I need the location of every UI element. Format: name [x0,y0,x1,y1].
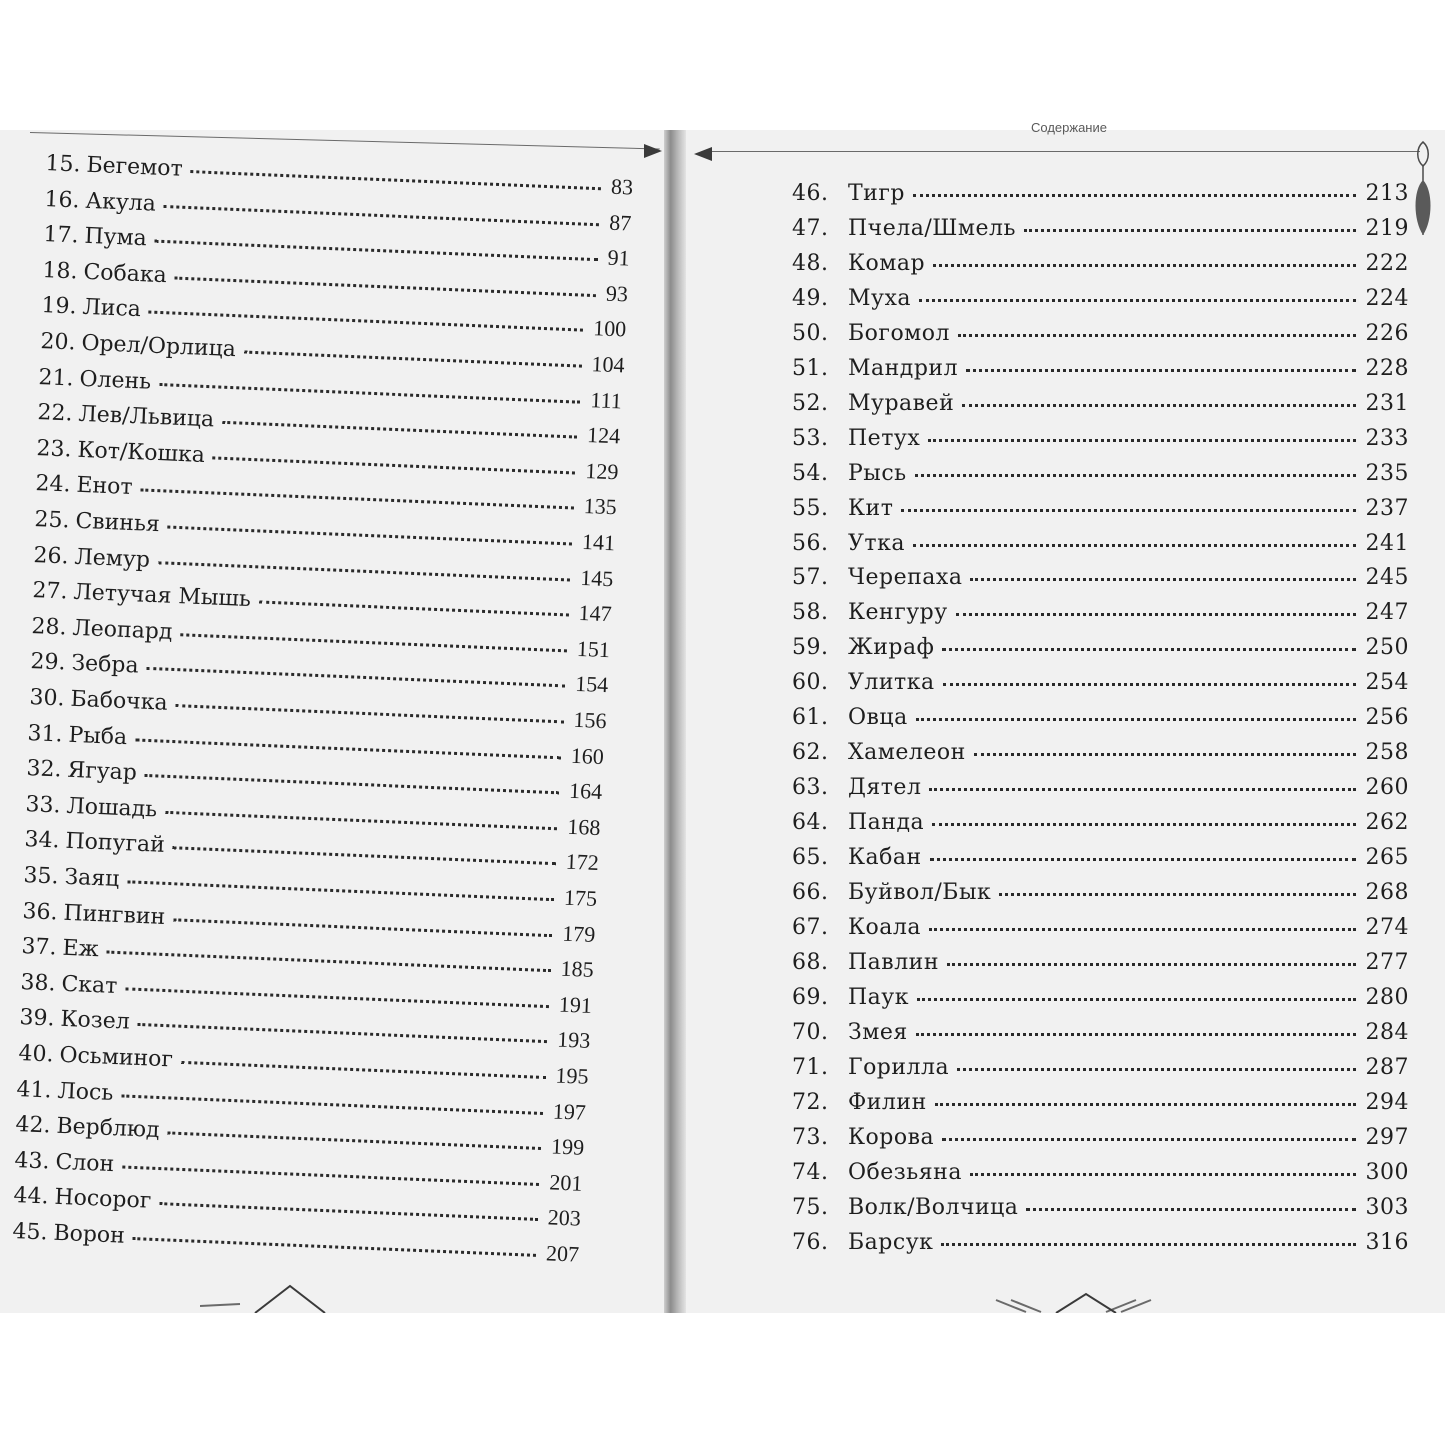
dot-leader [957,1068,1355,1071]
toc-entry-page-number: 233 [1365,425,1409,451]
toc-entry [792,812,1409,834]
dot-leader [159,383,581,404]
header-rule-right [710,151,1420,152]
toc-entry-number: 30. [28,685,65,712]
toc-entry-number: 63. [792,775,829,801]
toc-entry-title: Буйвол/Бык [848,880,992,905]
dot-leader [141,489,574,510]
toc-entry-number: 33. [25,791,62,819]
toc-entry-title: Лось [57,1078,115,1106]
toc-entry-title: Еж [61,935,100,963]
toc-entry-number: 26. [32,542,69,570]
right-page [686,120,1445,1313]
toc-entry-title: Олень [79,366,153,395]
dot-leader [916,1033,1356,1036]
toc-entry-number: 57. [792,565,829,591]
dot-leader [127,880,554,901]
left-page [0,130,664,1313]
toc-entry-title: Волк/Волчица [848,1194,1019,1220]
toc-entry-page-number: 175 [563,884,598,912]
toc-entry-number: 43. [14,1147,51,1175]
toc-entry-page-number: 231 [1365,390,1409,416]
dot-leader [970,578,1355,581]
toc-entry-title: Летучая Мышь [72,579,252,613]
toc-entry-title: Акула [84,188,157,217]
toc-entry-title: Муха [848,285,911,311]
toc-entry-page-number: 83 [610,173,634,200]
toc-entry-page-number: 245 [1365,565,1409,591]
toc-entry [792,984,1409,1010]
dot-leader [213,456,576,474]
dot-leader [928,439,1355,442]
toc-entry [792,949,1409,975]
toc-entry [792,1159,1409,1185]
toc-entry-number: 28. [30,613,67,641]
dot-leader [106,951,550,973]
toc-entry-title: Ворон [52,1220,126,1249]
dot-leader [956,613,1356,616]
toc-entry-number: 49. [792,285,829,311]
toc-entry-page-number: 247 [1365,600,1409,626]
toc-entry-title: Верблюд [56,1113,161,1144]
toc-entry [792,250,1409,276]
toc-entry-page-number: 284 [1365,1019,1409,1045]
toc-entry-page-number: 100 [592,315,627,342]
dot-leader [133,1237,536,1257]
dot-leader [941,1243,1355,1246]
dot-leader [958,334,1355,337]
dot-leader [122,1094,544,1115]
toc-entry [792,914,1409,940]
toc-entry-number: 34. [24,827,61,854]
toc-entry-page-number: 262 [1365,810,1409,836]
toc-entry-number: 66. [792,880,829,905]
toc-entry-number: 38. [19,969,56,997]
toc-entry-number: 37. [20,934,57,961]
dot-leader [146,667,565,688]
dot-leader [122,1165,539,1185]
dot-leader [135,738,561,759]
toc-entry-number: 22. [37,400,74,427]
toc-entry-page-number: 199 [550,1133,585,1160]
toc-entry-title: Лошадь [66,793,158,823]
toc-entry-page-number: 250 [1365,635,1409,661]
section-header: Содержание [1031,120,1107,135]
dot-leader [180,1061,545,1079]
dot-leader [942,1138,1355,1141]
toc-entry-number: 74. [792,1159,829,1185]
toc-entry [792,320,1409,346]
toc-entry-page-number: 147 [577,600,612,627]
toc-entry-number: 35. [22,863,60,890]
toc-entry-number: 56. [792,530,829,556]
toc-entry-number: 69. [792,984,829,1010]
toc-entry-title: Козел [59,1007,130,1035]
dot-leader [1026,1208,1355,1211]
toc-entry-title: Паук [848,984,909,1010]
toc-entry-number: 40. [17,1041,54,1068]
toc-entry-title: Кот/Кошка [77,437,206,468]
dot-leader [1024,229,1356,232]
toc-entry-page-number: 168 [567,813,602,840]
dot-leader [916,718,1356,721]
toc-entry-page-number: 129 [585,457,620,485]
dot-leader [173,847,556,866]
toc-entry-page-number: 258 [1365,740,1409,766]
toc-entry [792,285,1409,311]
arrow-left-icon [694,147,712,161]
toc-entry-title: Комар [848,250,926,276]
toc-entry-page-number: 287 [1365,1054,1409,1080]
dot-leader [145,774,559,794]
dot-leader [158,561,571,581]
toc-entry-number: 19. [40,293,77,320]
toc-entry-page-number: 191 [558,991,593,1018]
dot-leader [917,998,1356,1001]
dot-leader [947,963,1356,966]
toc-entry-page-number: 260 [1365,775,1409,801]
toc-entry-page-number: 93 [605,280,629,307]
toc-entry-title: Павлин [848,949,939,975]
toc-entry [792,183,1409,205]
toc-entry-title: Рыба [68,722,129,750]
toc-entry-title: Петух [848,425,921,451]
dot-leader [919,299,1356,302]
toc-entry-title: Леопард [71,615,173,645]
toc-entry-title: Рысь [848,460,907,486]
dot-leader [915,474,1356,477]
toc-entry-title: Корова [848,1124,935,1150]
toc-entry-number: 72. [792,1089,829,1115]
toc-entry-page-number: 294 [1365,1089,1409,1115]
toc-entry [792,882,1409,904]
toc-entry-title: Слон [55,1149,115,1177]
toc-entry-page-number: 185 [559,955,594,983]
mountain-ornament-icon [200,1280,350,1313]
toc-entry-number: 68. [792,949,829,975]
toc-entry [792,1229,1409,1255]
toc-entry-number: 29. [29,649,66,676]
dot-leader [929,788,1355,791]
toc-entry-number: 61. [792,705,829,731]
toc-entry-title: Горилла [848,1054,950,1080]
toc-entry-page-number: 164 [568,777,603,805]
dot-leader [168,526,572,546]
toc-entry [792,215,1409,241]
dot-leader [191,170,601,190]
toc-entry-title: Филин [848,1089,927,1115]
toc-entry-page-number: 201 [549,1169,584,1196]
toc-entry [792,530,1409,556]
toc-entry-number: 24. [35,471,72,498]
toc-entry-page-number: 145 [579,564,614,591]
dot-leader [159,1202,538,1221]
toc-entry [792,495,1409,521]
toc-entry-page-number: 300 [1365,1159,1409,1185]
toc-entry-page-number: 256 [1365,705,1409,731]
toc-entry-number: 67. [792,914,829,940]
toc-entry-number: 64. [792,810,829,836]
dot-leader [913,194,1356,197]
toc-entry-number: 75. [792,1194,829,1220]
toc-entry-page-number: 228 [1365,355,1409,381]
toc-entry-number: 59. [792,635,829,661]
toc-entry-title: Ягуар [67,757,138,786]
toc-entry-number: 31. [27,720,64,748]
toc-entry-title: Зебра [70,651,139,679]
toc-entry-number: 41. [16,1076,53,1104]
toc-entry-title: Лев/Львица [78,401,216,433]
toc-entry-title: Хамелеон [848,740,966,766]
dot-leader [999,893,1355,896]
dot-leader [243,351,581,368]
toc-entry-number: 70. [792,1019,829,1045]
toc-entry [792,355,1409,381]
toc-entry-page-number: 207 [545,1240,580,1267]
toc-entry-page-number: 235 [1365,460,1409,486]
toc-entry-title: Тигр [848,181,905,206]
toc-entry-page-number: 104 [590,351,625,378]
toc-entry-page-number: 160 [570,742,605,769]
toc-entry-title: Панда [848,810,925,836]
toc-entry-number: 32. [26,756,63,783]
dot-leader [929,928,1356,931]
toc-entry-page-number: 316 [1365,1229,1409,1255]
toc-entry [792,777,1409,799]
toc-entry-number: 62. [792,740,829,766]
toc-entry-page-number: 254 [1365,670,1409,696]
toc-entry-number: 45. [11,1219,49,1246]
toc-entry-title: Улитка [848,670,935,696]
toc-entry-title: Овца [848,705,908,731]
toc-entry-page-number: 268 [1365,880,1409,905]
toc-entry-number: 21. [38,364,75,392]
toc-entry-number: 39. [18,1005,55,1032]
toc-entry-title: Кенгуру [848,600,948,626]
toc-entry-page-number: 226 [1365,320,1409,346]
toc-entry-title: Пчела/Шмель [848,215,1016,241]
toc-entry-page-number: 219 [1365,215,1409,241]
toc-entry [792,707,1409,729]
toc-entry-number: 25. [33,507,71,534]
toc-entry-page-number: 141 [581,528,616,556]
toc-entry [792,567,1409,589]
toc-entry-page-number: 154 [574,671,609,698]
toc-entry-title: Орел/Орлица [80,330,236,363]
toc-entry-page-number: 213 [1365,181,1409,206]
toc-entry-number: 15. [44,151,82,178]
toc-entry-title: Собака [82,259,167,288]
toc-entry-title: Дятел [848,775,922,801]
toc-entry-page-number: 222 [1365,250,1409,276]
dot-leader [125,987,549,1008]
toc-entry-page-number: 156 [572,706,607,734]
toc-entry-page-number: 91 [606,244,630,271]
toc-entry-title: Свинья [74,508,161,538]
toc-entry-title: Муравей [848,390,955,416]
dot-leader [154,240,597,262]
toc-entry-page-number: 203 [547,1204,582,1232]
toc-entry-title: Кит [848,495,894,521]
toc-entry [792,425,1409,451]
dot-leader [974,753,1356,756]
toc-entry-number: 42. [15,1112,52,1139]
toc-entry-number: 46. [792,181,829,206]
toc-entry [792,1124,1409,1150]
dot-leader [148,311,582,332]
toc-entry-title: Носорог [54,1185,152,1215]
toc-entry-number: 50. [792,320,829,346]
toc-entry [792,847,1409,869]
toc-entry-page-number: 193 [556,1026,591,1054]
toc-entry-title: Коала [848,914,921,940]
toc-entry [792,460,1409,486]
toc-entry-page-number: 195 [554,1062,589,1089]
toc-entry-page-number: 151 [576,635,611,663]
toc-entry-number: 27. [31,578,68,605]
toc-entry [792,672,1409,694]
toc-entry-page-number: 303 [1365,1194,1409,1220]
toc-entry-page-number: 265 [1365,845,1409,871]
dot-leader [165,811,557,830]
toc-entry-number: 73. [792,1124,829,1150]
toc-entry-title: Мандрил [848,355,959,381]
toc-entry-title: Попугай [65,829,166,859]
toc-entry-number: 54. [792,460,829,486]
toc-entry-title: Обезьяна [848,1159,962,1185]
dot-leader [942,648,1355,651]
dot-leader [168,1132,542,1151]
toc-entry-page-number: 135 [583,493,618,520]
toc-entry [792,1019,1409,1045]
toc-entry-number: 17. [42,222,79,249]
toc-entry-number: 47. [792,215,829,241]
toc-entry-number: 52. [792,390,829,416]
toc-entry-page-number: 197 [552,1098,587,1125]
toc-entry [792,390,1409,416]
toc-entry-page-number: 124 [586,422,621,449]
toc-entry-page-number: 280 [1365,984,1409,1010]
mountain-ornament-icon [986,1290,1186,1313]
toc-entry-page-number: 172 [565,849,600,876]
dot-leader [173,918,552,937]
dot-leader [962,404,1355,407]
toc-entry-page-number: 111 [590,386,623,414]
toc-entry-title: Заяц [63,864,120,892]
toc-entry-title: Пингвин [62,900,166,930]
toc-entry-number: 36. [21,898,58,926]
toc-entry [792,1089,1409,1115]
toc-entry-number: 18. [41,257,78,285]
toc-entry-number: 20. [39,329,76,356]
toc-entry [792,1054,1409,1080]
book-gutter [664,130,686,1313]
toc-entry-title: Черепаха [848,565,963,591]
dot-leader [222,421,577,439]
dot-leader [935,1103,1356,1106]
toc-entry [792,742,1409,764]
toc-entry-title: Кабан [848,845,922,871]
toc-entry-number: 55. [792,495,829,521]
toc-entry-page-number: 87 [608,209,632,236]
toc-entry-title: Бабочка [69,686,168,716]
toc-entry-page-number: 297 [1365,1124,1409,1150]
toc-entry-title: Змея [848,1019,908,1045]
dot-leader [901,509,1355,512]
dot-leader [175,704,563,723]
toc-entry-title: Осьминог [58,1042,173,1073]
toc-entry-number: 16. [43,186,80,214]
toc-entry-number: 48. [792,250,829,276]
toc-entry-title: Енот [76,473,134,501]
dot-leader [943,683,1356,686]
arrow-right-icon [644,144,662,158]
toc-entry-number: 53. [792,425,829,451]
toc-entry [792,1194,1409,1220]
dot-leader [174,276,595,297]
dot-leader [970,1173,1356,1176]
toc-entry-page-number: 274 [1365,914,1409,940]
dot-leader [180,633,567,652]
dot-leader [966,369,1355,372]
dot-leader [137,1023,547,1043]
toc-entry-title: Богомол [848,320,951,346]
dot-leader [933,264,1355,267]
dot-leader [164,205,600,226]
dot-leader [930,858,1356,861]
toc-entry-title: Бегемот [85,152,184,182]
toc-entry-number: 58. [792,600,829,626]
dot-leader [258,601,568,617]
toc-entry-title: Лемур [73,544,151,573]
toc-entry-page-number: 237 [1365,495,1409,521]
dot-leader [932,823,1355,826]
toc-entry-number: 71. [792,1054,829,1080]
toc-entry-page-number: 241 [1365,530,1409,556]
toc-entry-title: Утка [848,530,905,556]
toc-entry [792,602,1409,624]
toc-entry-title: Лиса [81,295,142,323]
feather-icon [1408,140,1438,240]
toc-entry-number: 60. [792,670,829,696]
toc-entry-title: Барсук [848,1229,934,1255]
toc-entry-page-number: 224 [1365,285,1409,311]
header-rule-left [30,132,660,149]
toc-entry-page-number: 277 [1365,949,1409,975]
toc-entry-number: 44. [13,1183,50,1210]
toc-entry-number: 76. [792,1229,829,1255]
toc-entry-number: 23. [36,435,73,463]
toc-entry [792,637,1409,659]
toc-entry-number: 51. [792,355,829,381]
toc-entry-title: Пума [83,223,148,252]
toc-entry-page-number: 179 [561,920,596,947]
dot-leader [913,544,1356,547]
toc-entry-number: 65. [792,845,829,871]
toc-entry-title: Скат [60,971,118,999]
toc-entry-title: Жираф [848,635,935,661]
